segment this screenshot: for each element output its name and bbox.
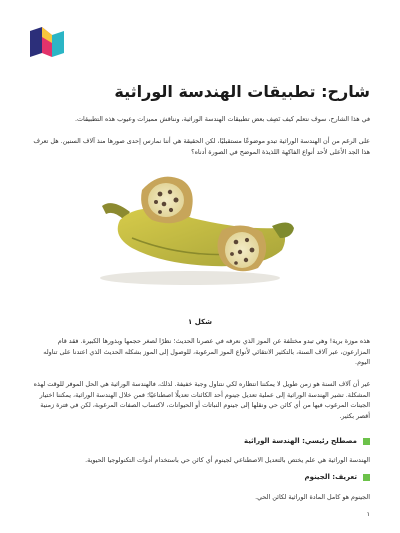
definition-label: تعريف: الجينوم	[304, 473, 357, 481]
page-number: ١	[366, 510, 370, 518]
body-paragraph-2: غير أن آلاف السنة هو زمن طويل لا يمكننا انتظاره لكي نتناول وجبة خفيفة. لذلك، فالهندسة الوراثية هي الحل الموفر للوقت لهذه المشكلة. تشير الهندسة الوراثية إلى عملية تعديل جينوم أحد الكائنات تعديلًا اصطناعيًا؛ فمن خلال الهندسة الوراثية، يمكننا اختيار الجينات المرغوب فيها من أي كائن حي ونقلها إلى جينوم النباتات أو الحيوانات، لاكتساب الصفات المرغوبة، لكن في فترة زمنية أقصر بكثير.	[33, 380, 370, 420]
intro-paragraph: في هذا الشارح، سوف نتعلم كيف نَصِف بعض تطبيقات الهندسة الوراثية، ونناقش مميزات وعيوب هذه التطبيقات.	[74, 115, 370, 123]
green-square-icon	[363, 438, 370, 445]
key-term-label: مصطلح رئيسي: الهندسة الوراثية	[243, 437, 357, 445]
green-square-icon	[363, 474, 370, 481]
question-paragraph: على الرغم من أن الهندسة الوراثية تبدو موضوعًا مستقبليًا، لكن الحقيقة هي أننا نمارس إحدى صورها منذ آلاف السنين. هل تعرف هذا الجد الأعلى لأحد أنواع الفاكهة اللذيذة الموضح في الصورة أدناه؟	[33, 137, 370, 156]
key-term-definition: الهندسة الوراثية هي علم يختص بالتعديل الاصطناعي لجينوم أي كائن حي باستخدام أدوات التكنولوجيا الحيوية.	[85, 456, 370, 464]
page-title: شارح: تطبيقات الهندسة الوراثية	[114, 82, 370, 101]
figure-caption: شكل ١	[188, 318, 212, 326]
definition-text: الجينوم هو كامل المادة الوراثية لكائن الحي.	[255, 493, 370, 501]
key-term-heading	[244, 437, 370, 445]
body-paragraph-1: هذه موزة برية! وهي تبدو مختلفة عن الموز الذي نعرفه في عصرنا الحديث؛ نظرًا لصغر حجمها وبذورها الكبيرة. فقد قام المزارعون، عبر آلاف السنة، بالتكثير الانتقائي لأنواع الموز المرغوبة، للوصول إلى الموز بشكله الحديث الذي اعتدنا على تناوله اليوم.	[43, 337, 370, 366]
wild-banana-image	[72, 168, 302, 288]
definition-heading	[305, 473, 370, 481]
brand-logo-icon	[30, 27, 64, 57]
